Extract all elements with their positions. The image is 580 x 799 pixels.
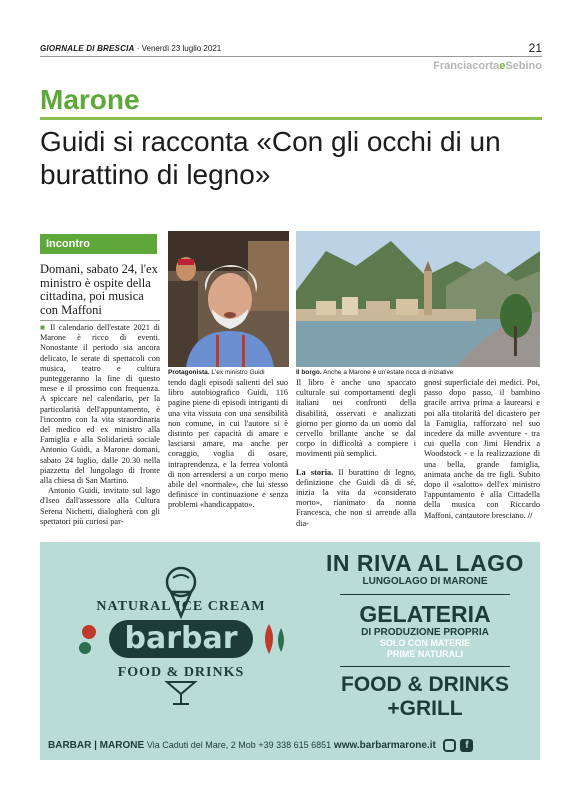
ad-sub-1: LUNGOLAGO DI MARONE <box>362 576 488 587</box>
ad-divider <box>340 594 510 595</box>
ad-sub-4: PRIME NATURALI <box>386 649 464 659</box>
facebook-icon[interactable]: f <box>460 739 473 752</box>
ad-headline-2: GELATERIA <box>359 601 491 627</box>
photo1-caption: Protagonista. L'ex ministro Guidi <box>168 369 265 376</box>
barbar-logo <box>71 558 291 708</box>
town-kicker: Marone <box>40 84 140 115</box>
kicker-rule <box>40 117 542 120</box>
deck-rule <box>40 320 160 321</box>
end-mark: // <box>527 510 533 520</box>
article-headline: Guidi si racconta «Con gli occhi di un burattino di legno» <box>40 126 501 190</box>
bullet-icon: ■ <box>40 323 51 332</box>
ad-headline-1: IN RIVA AL LAGO <box>326 550 524 576</box>
ad-footer <box>40 734 540 756</box>
newspaper-name: GIORNALE DI BRESCIA <box>40 44 135 53</box>
ad-sub-2: DI PRODUZIONE PROPRIA <box>361 627 489 638</box>
photo2-caption: Il borgo. Anche a Marone è un'estate ricca di iniziative <box>296 369 454 376</box>
instagram-icon[interactable] <box>443 739 456 752</box>
ad-divider <box>340 666 510 667</box>
subhead-la-storia: La storia. <box>296 467 334 477</box>
ad-footer-address: Via Caduti del Mare, 2 Mob +39 338 615 6851 <box>146 740 332 750</box>
cocktail-glass-icon <box>167 682 195 704</box>
fish-icon <box>265 624 284 654</box>
article-column-1: ■ Il calendario dell'estate 2021 di Marone è ricco di eventi. Nonostante il periodo sia ancora delicato, le serate di spettacoli con musica, teatro e cultura punteggeranno la fine di questo mese e il prossimo con frequenza. A spiccare nel calendario, per la particolarità dell'appuntamento, è l'incontro con la vita straordinaria del medico ed ex ministro alla Famiglia e alla Solidarietà sociale Antonio Guidi, a Marone domani, sabato 24 luglio, dalle 20.30 nella piazzetta del lungolago di fronte alla chiesa di San Martino. Antonio Guidi, invitato sul lago d'Iseo dall'assessore alla Cultura Serena Nichetti, dialogherà con gli spettatori più curiosi par- <box>40 323 160 526</box>
ad-brand-name: barbar <box>124 621 238 656</box>
ad-brand-top: NATURAL ICE CREAM <box>96 599 266 614</box>
issue-date: Venerdì 23 luglio 2021 <box>141 44 222 53</box>
masthead: GIORNALE DI BRESCIA · Venerdì 23 luglio 2021 <box>40 44 222 53</box>
ad-headline-3: FOOD & DRINKS <box>341 673 509 696</box>
ad-headline-4: +GRILL <box>387 697 463 720</box>
header-rule <box>40 56 542 57</box>
ad-copy <box>320 550 530 721</box>
photo-guidi <box>168 231 289 367</box>
fruit-icon <box>79 625 96 654</box>
ad-sub-3: SOLO CON MATERIE <box>379 638 471 648</box>
page-number: 21 <box>528 41 542 55</box>
article-column-2: tendo dagli episodi salienti del suo libro autobiografico Guidi, 116 pagine piene di episodi intriganti di una vita vissuta con una sensibilità non comune, in cui l'autore si è distinto per capacità di amare e lasciarsi amare, ma anche per coraggio, voglia di osare, intraprendenza, e la ferrea volontà di non arrendersi a un corpo meno abile del «normale», che lui stesso definisce in continuazione e senza problemi «handicappato». <box>168 378 288 510</box>
article-column-3: Il libro è anche uno spaccato culturale sui comportamenti degli italiani nei confronti della disabilità, osservati e analizzati giorno per giorno da un uomo dal cervello brillante anche se dal corpo in difficoltà a compiere i movimenti più semplici. La storia. Il burattino di legno, definizione che Guidi dà di sé, inizia la vita da «considerato morto», rianimato da nonna Francesca, che non si arrende alla dia- <box>296 378 417 528</box>
ad-footer-name: BARBAR | MARONE <box>48 740 145 751</box>
article-column-4: gnosi superficiale dei medici. Poi, passo dopo passo, il bambino gracile arriva prima a laurearsi e poi alla titolarità del dicastero per la Famiglia, rafforzato nel suo incedere da mille avventure - tra cui quella con Jimi Hendrix a Woodstock - e la realizzazione di una bella, grande famiglia, animata anche da tre figli. Subito dopo il «salotto» dell'ex ministro l'appuntamento è alla Cittadella della musica con Riccardo Maffoni, cantautore bresciano. // <box>424 378 540 520</box>
article-deck: Domani, sabato 24, l'ex ministro è ospite della cittadina, poi musica con Maffoni <box>40 262 158 317</box>
ad-brand-bottom: FOOD & DRINKS <box>117 665 245 680</box>
photo-marone-lake <box>296 231 540 367</box>
incontro-tag: Incontro <box>40 234 157 254</box>
section-label: FranciacortaeSebino <box>433 60 542 72</box>
ad-footer-website[interactable]: www.barbarmarone.it <box>333 740 436 751</box>
